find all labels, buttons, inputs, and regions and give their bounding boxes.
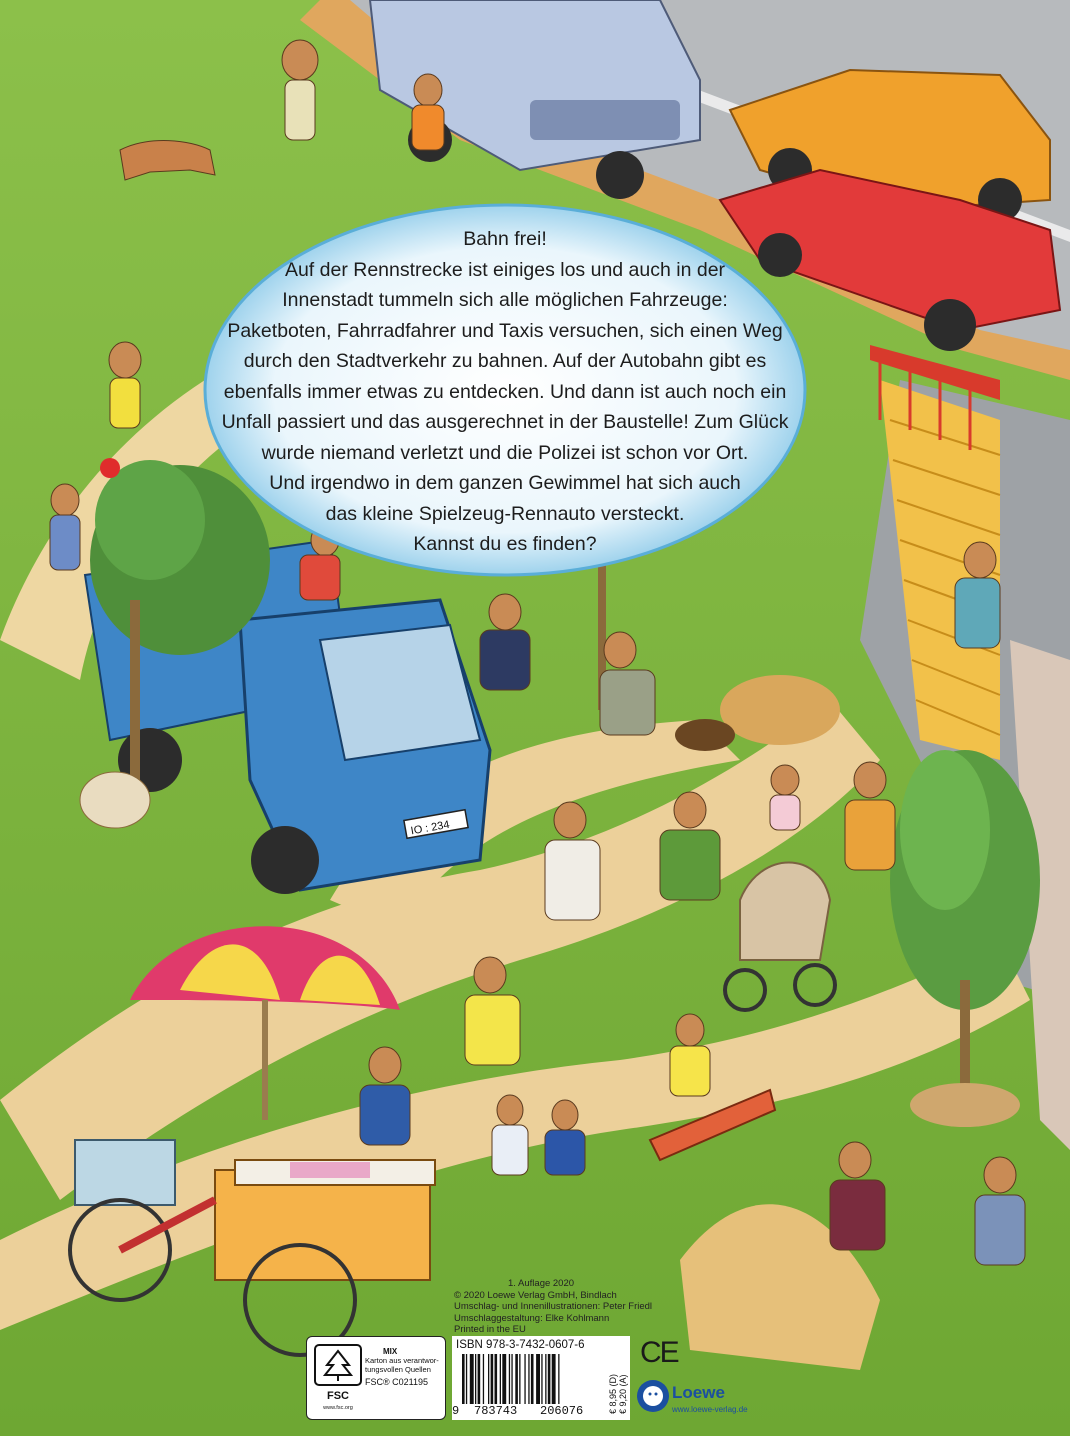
fsc-code: FSC® C021195 — [365, 1377, 428, 1387]
barcode-bar — [478, 1354, 481, 1404]
barcode-bar — [552, 1354, 556, 1404]
blurb-line: Paketboten, Fahrradfahrer und Taxis versuchen, sich einen Weg — [227, 319, 783, 342]
isbn: ISBN 978-3-7432-0607-6 — [456, 1339, 585, 1351]
prices — [608, 1356, 628, 1416]
barcode-bar — [545, 1354, 546, 1404]
imprint-cover-design: Umschlaggestaltung: Elke Kohlmann — [454, 1312, 610, 1324]
barcode-bar — [495, 1354, 498, 1404]
barcode-bar — [524, 1354, 525, 1404]
planting-hole — [675, 719, 735, 751]
truck-plate: IO : 234 — [409, 818, 451, 838]
fsc-mix: MIX — [383, 1347, 398, 1356]
barcode-digit-first: 9 — [452, 1404, 460, 1418]
blurb-line: Auf der Rennstrecke ist einiges los und auch in der — [284, 258, 726, 281]
fsc-line2: tungsvollen Quellen — [365, 1365, 431, 1374]
barcode-bar — [502, 1354, 506, 1404]
imprint-illustrations: Umschlag- und Innenillustrationen: Peter Friedl — [454, 1301, 653, 1312]
price-d: € 8,95 (D) — [608, 1373, 618, 1414]
fsc-logo-url: www.fsc.org — [323, 1405, 353, 1411]
barcode-bar — [519, 1354, 520, 1404]
barcode-bar — [509, 1354, 510, 1404]
barcode-bar — [536, 1354, 540, 1404]
imprint-copyright: © 2020 Loewe Verlag GmbH, Bindlach — [454, 1289, 617, 1301]
lion-icon — [636, 1379, 670, 1413]
fsc-tree-logo-icon — [313, 1343, 363, 1415]
dirt-mound — [720, 675, 840, 745]
fsc-logo-label: FSC — [327, 1390, 349, 1402]
loewe-url: www.loewe-verlag.de — [672, 1405, 748, 1414]
blurb-line: Und irgendwo in dem ganzen Gewimmel hat sich auch — [269, 472, 741, 495]
barcode-group2: 206076 — [540, 1404, 584, 1418]
imprint-printed: Printed in the EU — [454, 1324, 526, 1335]
blurb-line: das kleine Spielzeug-Rennauto versteckt. — [325, 502, 685, 525]
blurb-heading: Bahn frei! — [463, 228, 547, 251]
ce-mark: CE — [640, 1336, 678, 1369]
price-a: € 9,20 (A) — [618, 1374, 628, 1414]
barcode-bar — [491, 1354, 494, 1404]
barcode-bar — [500, 1354, 501, 1404]
imprint — [454, 1278, 652, 1336]
barcode-bar — [511, 1354, 512, 1404]
barcode-bar — [470, 1354, 474, 1404]
imprint-edition: 1. Auflage 2020 — [508, 1278, 575, 1289]
barcode-label — [452, 1336, 630, 1420]
barcode-bar — [483, 1354, 484, 1404]
barcode-bar — [548, 1354, 551, 1404]
fsc-text — [365, 1347, 445, 1387]
barcode-bars — [462, 1354, 602, 1404]
blurb-line: ebenfalls immer etwas zu entdecken. Und dann ist auch noch ein — [223, 380, 787, 403]
fsc-label — [306, 1336, 446, 1420]
barcode-group1: 783743 — [474, 1404, 518, 1418]
fsc-line1: Karton aus verantwor- — [365, 1356, 439, 1365]
blurb-line: Innenstadt tummeln sich alle möglichen Fahrzeuge: — [282, 289, 728, 312]
blurb-line: wurde niemand verletzt und die Polizei ist schon vor Ort. — [261, 441, 749, 464]
barcode-bar — [515, 1354, 518, 1404]
blurb-line: Kannst du es finden? — [413, 533, 597, 556]
barcode-bar — [462, 1354, 465, 1404]
loewe-name: Loewe — [672, 1383, 725, 1402]
barcode-bar — [466, 1354, 467, 1404]
blurb-text — [221, 212, 789, 572]
ball — [100, 458, 120, 478]
barcode-bar — [475, 1354, 476, 1404]
barcode-bar — [531, 1354, 534, 1404]
blurb-line: Unfall passiert und das ausgerechnet in der Baustelle! Zum Glück — [221, 411, 789, 434]
barcode-bar — [488, 1354, 489, 1404]
blurb-line: durch den Stadtverkehr zu bahnen. Auf der Autobahn gibt es — [243, 350, 767, 373]
loewe-logo — [636, 1375, 766, 1425]
barcode-bar — [541, 1354, 542, 1404]
barcode-bar — [558, 1354, 559, 1404]
barcode-bar — [528, 1354, 529, 1404]
